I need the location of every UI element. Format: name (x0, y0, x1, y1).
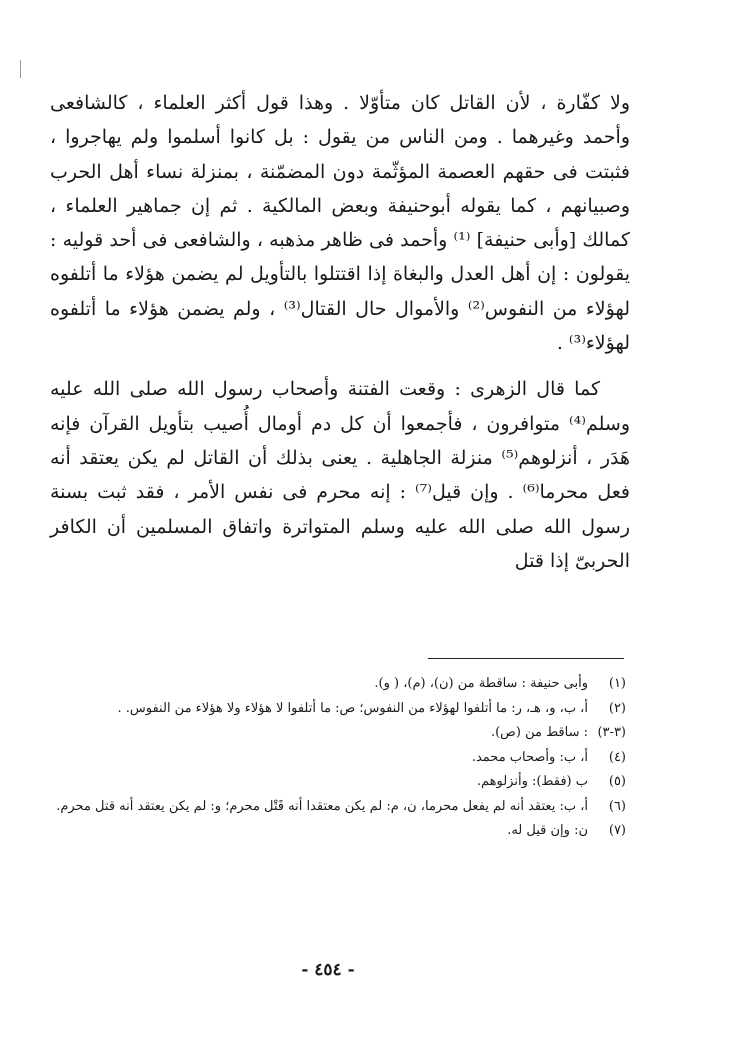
main-text (50, 86, 630, 578)
footnote-3 (56, 721, 626, 746)
footnote-1 (56, 672, 626, 697)
footnote-text: أ، ب، و، هـ، ر: ما أتلفوا لهؤلاء من النفوس؛ ص: ما أتلفوا لا هؤلاء ولا هؤلاء من النفوس. . (117, 700, 588, 716)
footnote-text: أ، ب: وأصحاب محمد. (471, 749, 588, 765)
footnote-7 (56, 819, 626, 844)
footnote-number: (٦) (608, 798, 626, 814)
margin-mark (20, 60, 21, 78)
page-body (50, 86, 630, 578)
footnote-text: وأبى حنيفة : ساقطة من (ن)، (م)، ( و). (374, 676, 588, 691)
footnote-number: (٤) (608, 749, 626, 765)
page-number: - ٤٥٤ - (301, 960, 355, 980)
footnote-text: : ساقط من (ص). (490, 725, 588, 740)
footnote-number: (٢) (608, 700, 626, 716)
footnote-number: (٧) (608, 823, 626, 838)
footnote-number: (١) (608, 676, 626, 691)
footnote-6 (56, 795, 626, 820)
footnote-text: ن: وإن قيل له. (507, 823, 588, 838)
footnotes (56, 672, 626, 844)
footnote-number: (٣-٣) (597, 725, 626, 740)
footnote-separator (428, 658, 624, 659)
footnote-number: (٥) (608, 774, 626, 789)
paragraph-2: كما قال الزهرى : وقعت الفتنة وأصحاب رسول الله صلى الله عليه وسلم⁽⁴⁾ متوافرون ، فأجمعوا أن كل دم أومال أُصيب بتأويل القرآن فإنه هَدَر ، أنزلوهم⁽⁵⁾ منزلة الجاهلية . يعنى بذلك أن القاتل لم يكن يعتقد أنه فعل محرما⁽⁶⁾ . وإن قيل⁽⁷⁾ : إنه محرم فى نفس الأمر ، فقد ثبت بسنة رسول الله صلى الله عليه وسلم المتواترة واتفاق المسلمين أن الكافر الحربىّ إذا قتل (50, 378, 631, 572)
paragraph-1: ولا كفّارة ، لأن القاتل كان متأوّلا . وهذا قول أكثر العلماء ، كالشافعى وأحمد وغيرهما . ومن الناس من يقول : بل كانوا أسلموا ولم يهاجروا ، فثبتت فى حقهم العصمة المؤثّمة دون المضمّنة ، بمنزلة نساء أهل الحرب وصبيانهم ، كما يقوله أبوحنيفة وبعض المالكية . ثم إن جماهير العلماء ، كمالك [وأبى حنيفة] ⁽¹⁾ وأحمد فى ظاهر مذهبه ، والشافعى فى أحد قوليه : يقولون : إن أهل العدل والبغاة إذا اقتتلوا بالتأويل لم يضمن هؤلاء ما أتلفوه لهؤلاء من النفوس⁽²⁾ والأموال حال القتال⁽³⁾ ، ولم يضمن هؤلاء ما أتلفوه لهؤلاء⁽³⁾ . (50, 92, 630, 355)
footnote-2 (56, 697, 626, 722)
footnote-text: ب (فقط): وأنزلوهم. (476, 774, 588, 789)
footnote-4 (56, 746, 626, 771)
footnote-text: أ، ب: يعتقد أنه لم يفعل محرما، ن، م: لم يكن معتقدا أنه قَتْل محرم؛ و: لم يكن يعتقد أنه قتل محرم. (56, 798, 588, 814)
footnote-5 (56, 770, 626, 795)
